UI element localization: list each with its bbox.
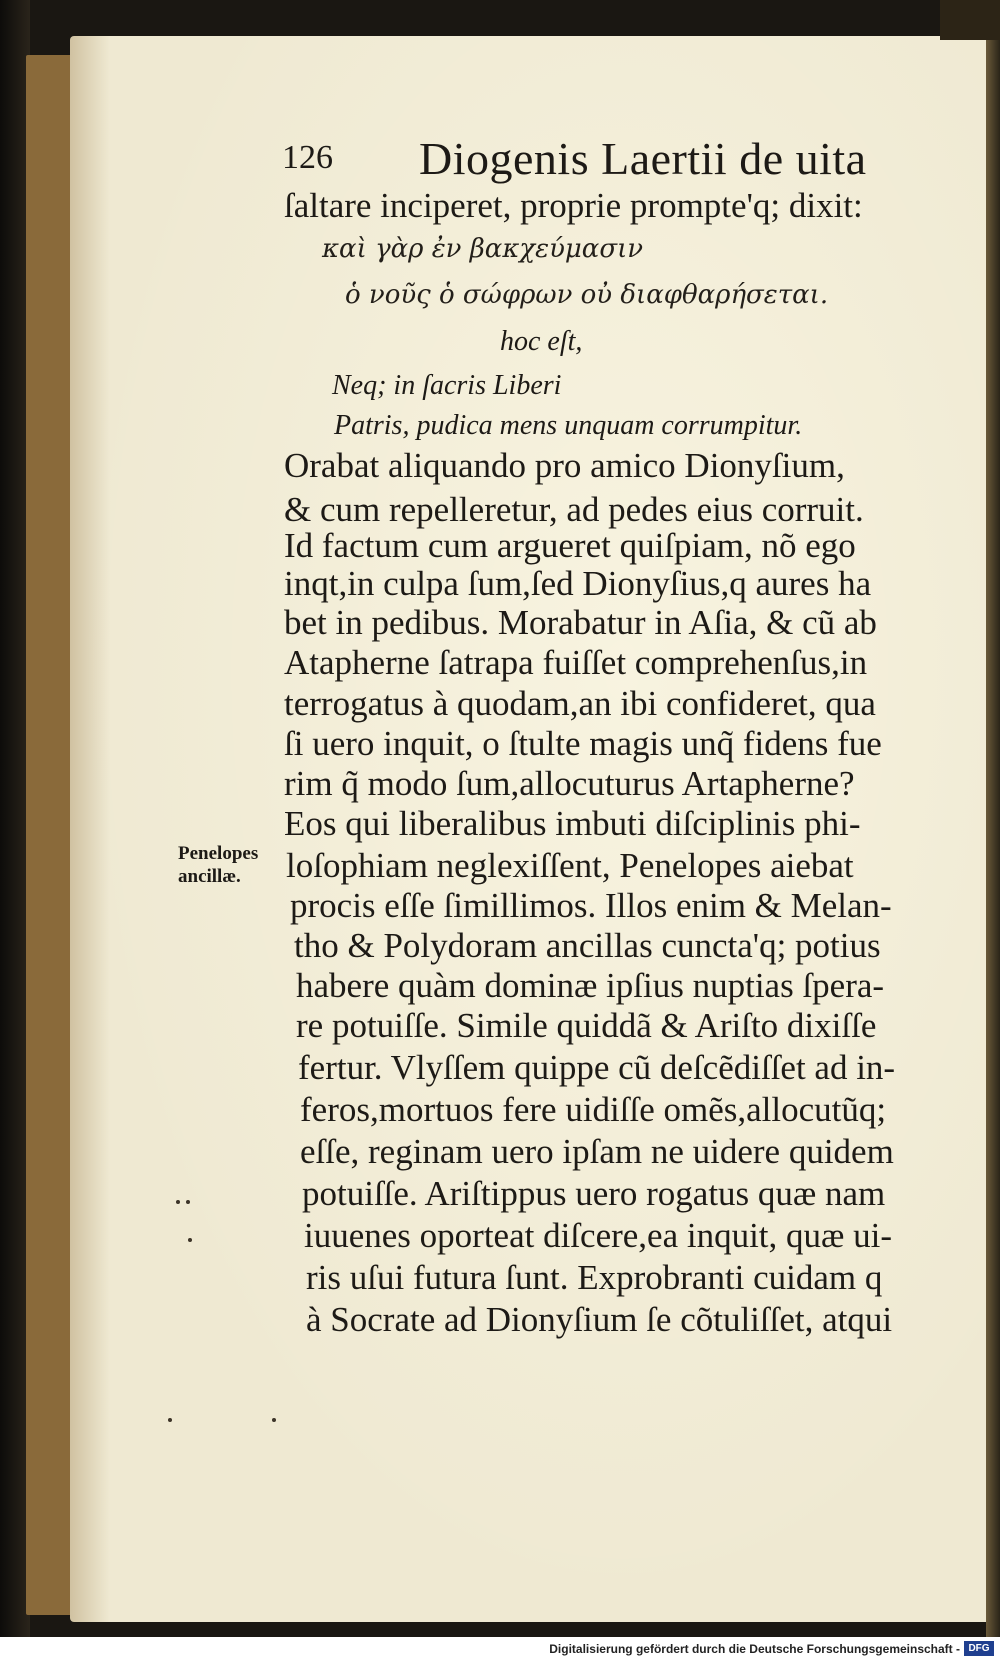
italic-line: hoc eſt, [500, 326, 583, 357]
text-line: Atapherne ſatrapa fuiſſet comprehenſus,in [284, 643, 868, 682]
text-line: feros,mortuos fere uidiſſe omẽs,allocutũq; [300, 1090, 887, 1129]
marginal-note [178, 843, 258, 889]
ink-speck [168, 1418, 172, 1422]
ink-speck [188, 1238, 192, 1242]
text-line: Eos qui liberalibus imbuti diſciplinis phi- [284, 804, 861, 843]
text-line: à Socrate ad Dionyſium ſe cõtuliſſet, atqui [306, 1300, 893, 1339]
text-line: eſſe, reginam uero ipſam ne uidere quidem [300, 1132, 894, 1171]
text-line: ſi uero inquit, o ſtulte magis unq̃ fidens fue [284, 724, 882, 763]
text-line: tho & Polydoram ancillas cuncta'q; potius [294, 926, 881, 965]
ink-speck [186, 1200, 190, 1204]
dfg-logo: DFG [964, 1641, 994, 1656]
text-line: iuuenes oporteat diſcere,ea inquit, quæ ui- [304, 1216, 893, 1255]
footer-credit: Digitalisierung gefördert durch die Deutsche Forschungsgemeinschaft - [549, 1642, 960, 1656]
italic-line: Patris, pudica mens unquam corrumpitur. [334, 410, 803, 441]
text-line: & cum repelleretur, ad pedes eius corruit. [284, 490, 864, 529]
text-line: terrogatus à quodam,an ibi confideret, qua [284, 684, 876, 723]
text-line: potuiſſe. Ariſtippus uero rogatus quæ nam [302, 1174, 886, 1213]
text-line: bet in pedibus. Morabatur in Aſia, & cũ ab [284, 603, 877, 642]
running-head [282, 132, 922, 185]
text-line: inqt,in culpa ſum,ſed Dionyſius,q aures ha [284, 564, 872, 603]
text-line: fertur. Vlyſſem quippe cũ deſcẽdiſſet ad in- [298, 1048, 896, 1087]
marginal-note-line: ancillæ. [178, 865, 241, 887]
text-line: loſophiam neglexiſſent, Penelopes aiebat [286, 846, 854, 885]
italic-line: Neq; in ſacris Liberi [332, 370, 562, 401]
running-head-title: Diogenis Laertii de uita [419, 133, 867, 184]
text-line: re potuiſſe. Simile quiddã & Ariſto dixiſſe [296, 1006, 877, 1045]
text-line: habere quàm dominæ ipſius nuptias ſpera- [296, 966, 885, 1005]
digitization-footer [0, 1637, 1000, 1661]
greek-verse-line: καὶ γὰρ ἐν βακχεύμασιν [322, 234, 644, 264]
greek-verse-line: ὁ νοῦς ὁ σώφρων οὐ διαφθαρήσεται. [345, 280, 829, 310]
page-number: 126 [282, 139, 333, 176]
text-line: ſaltare inciperet, proprie prompte'q; dixit: [284, 186, 863, 225]
ink-speck [272, 1418, 276, 1422]
text-line: ris uſui futura ſunt. Exprobranti cuidam q [306, 1258, 883, 1297]
text-line: Orabat aliquando pro amico Dionyſium, [284, 446, 845, 485]
marginal-note-line: Penelopes [178, 843, 259, 864]
text-line: procis eſſe ſimillimos. Illos enim & Melan- [290, 886, 892, 925]
text-line: rim q̃ modo ſum,allocuturus Artapherne? [284, 764, 855, 803]
text-line: Id factum cum argueret quiſpiam, nõ ego [284, 526, 856, 565]
ink-speck [176, 1200, 180, 1204]
